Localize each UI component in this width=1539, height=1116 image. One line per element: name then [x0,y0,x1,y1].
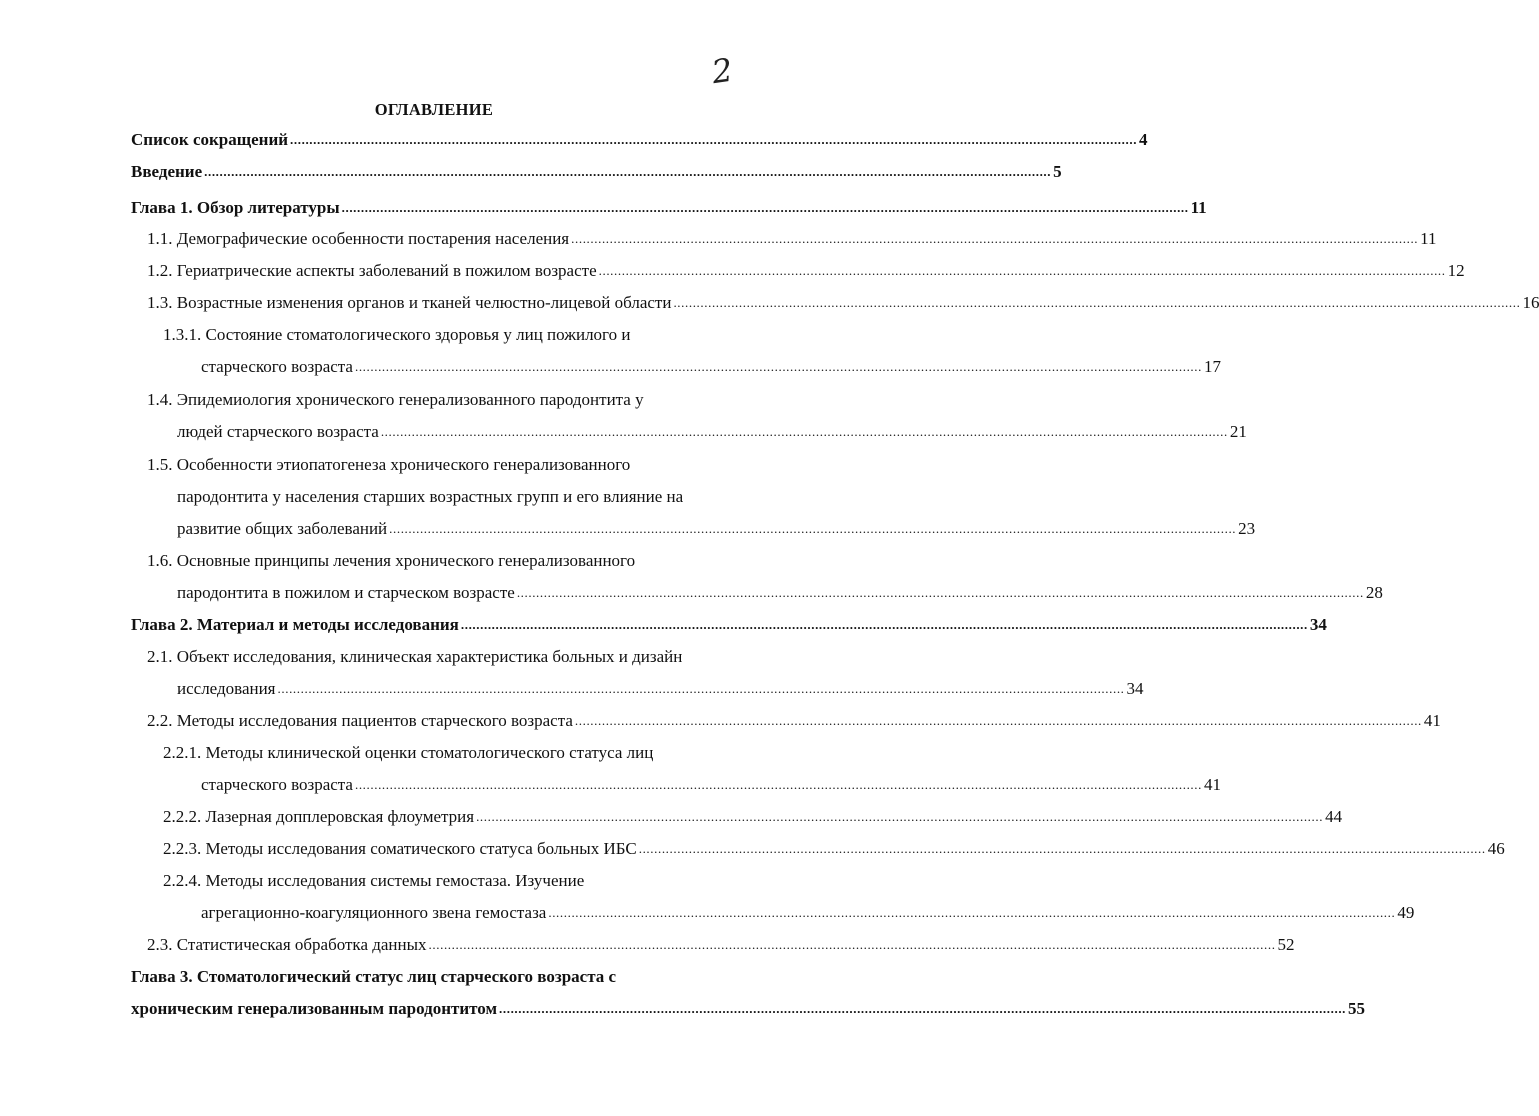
toc-entry-page: 21 [1229,422,1247,441]
toc-entry-text: 1.6. Основные принципы лечения хронического генерализованного [147,551,636,570]
toc-entry-text: 1.3.1. Состояние стоматологического здоровья у лиц пожилого и [163,325,631,344]
toc-entry[interactable] [163,324,750,346]
toc-entry-text: 2.2. Методы исследования пациентов старческого возраста [147,711,573,730]
toc-entry[interactable] [147,260,1465,282]
toc-entry-page: 55 [1348,999,1366,1018]
toc-entry-text: Глава 3. Стоматологический статус лиц старческого возраста с [131,967,617,986]
toc-leader: ............................................................................................................................................................................................................................ [548,905,1396,920]
toc-entry[interactable] [177,518,1256,540]
toc-entry-text: 2.2.2. Лазерная допплеровская флоуметрия [163,807,475,826]
toc-entry-text: 1.2. Гериатрические аспекты заболеваний в пожилом возрасте [147,261,597,280]
toc-leader: ............................................................................................................................................................................................................................ [290,132,1138,147]
toc-leader: ............................................................................................................................................................................................................................ [638,841,1486,856]
toc-entry[interactable] [147,389,750,411]
toc-leader: ............................................................................................................................................................................................................................ [476,809,1324,824]
toc-entry[interactable] [147,550,750,572]
toc-entry[interactable] [177,421,1247,443]
toc-leader: ............................................................................................................................................................................................................................ [354,777,1202,792]
toc-entry-page: 5 [1053,162,1062,181]
toc-entry-text: пародонтита в пожилом и старческом возрасте [177,583,515,602]
toc-entry[interactable] [131,197,1207,219]
toc-entry-text: агрегационно-коагуляционного звена гемостаза [201,903,547,922]
toc-entry[interactable] [131,614,1327,636]
toc-leader: ............................................................................................................................................................................................................................ [516,585,1364,600]
toc-entry-text: 2.3. Статистическая обработка данных [147,935,427,954]
toc-entry[interactable] [177,486,750,508]
toc-leader: ............................................................................................................................................................................................................................ [341,200,1189,215]
toc-entry[interactable] [163,742,750,764]
toc-entry-page: 34 [1126,679,1144,698]
toc-entry-page: 17 [1203,357,1221,376]
toc-entry[interactable] [147,454,750,476]
toc-entry-page: 41 [1423,711,1441,730]
toc-entry-text: 2.2.4. Методы исследования системы гемостаза. Изучение [163,871,585,890]
toc-entry-text: Введение [131,162,203,181]
toc-leader: ............................................................................................................................................................................................................................ [428,937,1276,952]
toc-leader: ............................................................................................................................................................................................................................ [574,713,1422,728]
toc-entry-text: Глава 1. Обзор литературы [131,198,340,217]
toc-leader: ............................................................................................................................................................................................................................ [499,1001,1347,1016]
toc-entry[interactable] [147,646,750,668]
toc-entry-text: 1.5. Особенности этиопатогенеза хронического генерализованного [147,455,631,474]
toc-entry-page: 46 [1487,839,1505,858]
toc-entry[interactable] [131,966,750,988]
toc-entry[interactable] [163,806,1343,828]
toc-entry[interactable] [147,710,1441,732]
toc-entry-text: исследования [177,679,276,698]
toc-entry-text: хроническим генерализованным пародонтитом [131,999,498,1018]
toc-entry[interactable] [131,129,1148,151]
toc-entry-text: 1.1. Демографические особенности постарения населения [147,229,570,248]
toc-entry-text: развитие общих заболеваний [177,519,388,538]
toc-leader: ............................................................................................................................................................................................................................ [354,359,1202,374]
toc-entry-text: 1.4. Эпидемиология хронического генерализованного пародонтита у [147,390,644,409]
toc-title: ОГЛАВЛЕНИЕ [374,100,494,119]
toc-leader: ............................................................................................................................................................................................................................ [204,164,1052,179]
toc-leader: ............................................................................................................................................................................................................................ [460,617,1308,632]
toc-entry-text: 2.2.3. Методы исследования соматического статуса больных ИБС [163,839,637,858]
toc-entry[interactable] [201,356,1221,378]
toc-entry-page: 4 [1139,130,1148,149]
toc-entry-text: 2.2.1. Методы клинической оценки стоматологического статуса лиц [163,743,654,762]
toc-leader: ............................................................................................................................................................................................................................ [598,263,1446,278]
toc-entry[interactable] [131,998,1366,1020]
toc-entry[interactable] [147,292,1539,314]
toc-entry-page: 41 [1203,775,1221,794]
toc-entry[interactable] [147,228,1437,250]
toc-entry-text: Глава 2. Материал и методы исследования [131,615,459,634]
toc-entry-text: старческого возраста [201,775,353,794]
toc-entry-text: 1.3. Возрастные изменения органов и тканей челюстно-лицевой области [147,293,672,312]
toc-entry-page: 34 [1309,615,1327,634]
toc-entry[interactable] [163,870,750,892]
toc-leader: ............................................................................................................................................................................................................................ [673,295,1521,310]
toc-entry-text: пародонтита у населения старших возрастных групп и его влияние на [177,487,684,506]
toc-entry[interactable] [201,774,1221,796]
toc-entry-page: 52 [1277,935,1295,954]
toc-entry-page: 16 [1522,293,1539,312]
toc-entry-page: 23 [1238,519,1256,538]
toc-leader: ............................................................................................................................................................................................................................ [389,521,1237,536]
toc-entry-text: людей старческого возраста [177,422,379,441]
toc-entry-text: Список сокращений [131,130,289,149]
toc-entry-page: 11 [1420,229,1437,248]
handwritten-page-number: 2 [709,50,735,92]
toc-entry-text: старческого возраста [201,357,353,376]
toc-entry-page: 11 [1190,198,1207,217]
toc-entry[interactable] [201,902,1415,924]
toc-entry[interactable] [131,161,1062,183]
toc-entry-page: 49 [1397,903,1415,922]
toc-entry-page: 28 [1365,583,1383,602]
toc-entry[interactable] [163,838,1505,860]
toc-entry-page: 44 [1325,807,1343,826]
toc-entry-text: 2.1. Объект исследования, клиническая характеристика больных и дизайн [147,647,683,666]
toc-entry[interactable] [147,934,1295,956]
toc-entry[interactable] [177,678,1144,700]
toc-entry[interactable] [177,582,1383,604]
toc-leader: ............................................................................................................................................................................................................................ [380,424,1228,439]
toc-leader: ............................................................................................................................................................................................................................ [571,231,1419,246]
toc-leader: ............................................................................................................................................................................................................................ [277,681,1125,696]
toc-entry-page: 12 [1447,261,1465,280]
